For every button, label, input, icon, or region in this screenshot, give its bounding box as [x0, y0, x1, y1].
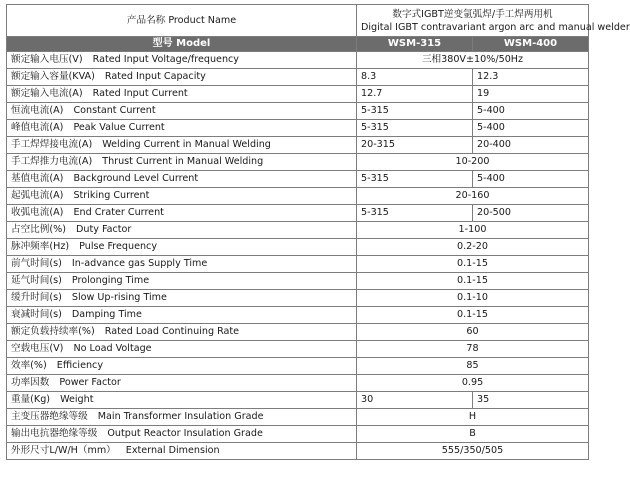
spec-value-model-b: 5-400	[473, 120, 589, 137]
spec-row	[7, 409, 589, 426]
spec-row	[7, 290, 589, 307]
spec-label-en: Duty Factor	[75, 224, 132, 235]
spec-value: 0.95	[357, 375, 589, 392]
spec-label-zh: 衰减时间(s)	[11, 309, 62, 320]
spec-row	[7, 103, 589, 120]
spec-label-en: Efficiency	[56, 360, 104, 371]
spec-value-model-a: 5-315	[357, 205, 473, 222]
spec-label-en: Prolonging Time	[71, 275, 150, 286]
spec-label	[7, 137, 357, 154]
spec-row	[7, 324, 589, 341]
spec-value-model-b: 20-500	[473, 205, 589, 222]
model-a: WSM-315	[357, 37, 473, 52]
spec-label-zh: 重量(Kg)	[11, 394, 51, 405]
spec-row	[7, 154, 589, 171]
spec-label	[7, 103, 357, 120]
model-row	[7, 37, 589, 52]
spec-label	[7, 375, 357, 392]
spec-row	[7, 86, 589, 103]
spec-label-en: Thrust Current in Manual Welding	[102, 156, 264, 167]
spec-label-zh: 额定输入电压(V)	[11, 54, 83, 65]
model-label: 型号 Model	[7, 37, 357, 52]
spec-label-en: Rated Input Current	[92, 88, 188, 99]
spec-label-en: In-advance gas Supply Time	[71, 258, 208, 269]
spec-label-en: Damping Time	[71, 309, 142, 320]
spec-label-en: Peak Value Current	[73, 122, 165, 133]
spec-value-model-a: 30	[357, 392, 473, 409]
spec-row	[7, 69, 589, 86]
spec-row	[7, 239, 589, 256]
spec-label-zh: 额定输入容量(KVA)	[11, 71, 95, 82]
spec-label-en: Weight	[60, 394, 94, 405]
product-name-value	[357, 5, 630, 37]
spec-label-en: End Crater Current	[73, 207, 164, 218]
spec-label-en: Slow Up-rising Time	[71, 292, 167, 303]
spec-row	[7, 188, 589, 205]
spec-value-model-a: 5-315	[357, 171, 473, 188]
spec-value: 20-160	[357, 188, 589, 205]
spec-label-zh: 基值电流(A)	[11, 173, 64, 184]
product-name-en: Digital IGBT contravariant argon arc and manual welder	[361, 21, 630, 33]
spec-label-zh: 额定输入电流(A)	[11, 88, 83, 99]
spec-value: 555/350/505	[357, 443, 589, 460]
spec-row	[7, 392, 589, 409]
spec-value-model-a: 20-315	[357, 137, 473, 154]
spec-label-zh: 收弧电流(A)	[11, 207, 64, 218]
spec-value-model-b: 5-400	[473, 103, 589, 120]
spec-row	[7, 52, 589, 69]
spec-value: 10-200	[357, 154, 589, 171]
spec-label	[7, 154, 357, 171]
spec-label-en: Power Factor	[59, 377, 121, 388]
specification-table	[6, 4, 630, 460]
spec-value: 三相380V±10%/50Hz	[357, 52, 589, 69]
spec-value-model-b: 20-400	[473, 137, 589, 154]
spec-label	[7, 290, 357, 307]
spec-label-zh: 主变压器绝缘等级	[11, 411, 88, 422]
spec-label-en: Background Level Current	[73, 173, 199, 184]
spec-sheet	[6, 4, 630, 490]
spec-row	[7, 273, 589, 290]
spec-label-zh: 前气时间(s)	[11, 258, 62, 269]
spec-label	[7, 171, 357, 188]
spec-label	[7, 443, 357, 460]
spec-label	[7, 205, 357, 222]
spec-row	[7, 426, 589, 443]
spec-label-en: Constant Current	[73, 105, 156, 116]
spec-value-model-a: 5-315	[357, 120, 473, 137]
spec-value-model-b: 5-400	[473, 171, 589, 188]
spec-row	[7, 171, 589, 188]
spec-row	[7, 341, 589, 358]
spec-label-zh: 峰值电流(A)	[11, 122, 64, 133]
spec-label-zh: 空载电压(V)	[11, 343, 64, 354]
spec-label-zh: 手工焊推力电流(A)	[11, 156, 93, 167]
model-b: WSM-400	[473, 37, 589, 52]
spec-value-model-b: 12.3	[473, 69, 589, 86]
spec-value: 0.1-15	[357, 307, 589, 324]
spec-label-zh: 恒流电流(A)	[11, 105, 64, 116]
spec-value: 0.1-15	[357, 256, 589, 273]
spec-value: 78	[357, 341, 589, 358]
spec-label-en: Rated Input Capacity	[104, 71, 206, 82]
spec-label	[7, 341, 357, 358]
spec-value-model-a: 5-315	[357, 103, 473, 120]
spec-label-en: Pulse Frequency	[79, 241, 157, 252]
spec-value-model-b: 35	[473, 392, 589, 409]
product-name-zh: 数字式IGBT逆变氩弧焊/手工焊两用机	[392, 8, 553, 20]
spec-value: 0.2-20	[357, 239, 589, 256]
spec-value-model-a: 8.3	[357, 69, 473, 86]
product-name-label: 产品名称 Product Name	[7, 5, 357, 37]
spec-label	[7, 426, 357, 443]
spec-value-model-a: 12.7	[357, 86, 473, 103]
spec-label	[7, 52, 357, 69]
spec-label-zh: 延气时间(s)	[11, 275, 62, 286]
spec-label	[7, 69, 357, 86]
spec-row	[7, 358, 589, 375]
spec-row	[7, 256, 589, 273]
spec-label-zh: 输出电抗器绝缘等级	[11, 428, 98, 439]
spec-label-zh: 效率(%)	[11, 360, 47, 371]
spec-label-en: Main Transformer Insulation Grade	[97, 411, 264, 422]
spec-label-en: Rated Load Continuing Rate	[104, 326, 240, 337]
spec-value: 0.1-15	[357, 273, 589, 290]
spec-label-en: Striking Current	[73, 190, 150, 201]
spec-row	[7, 137, 589, 154]
spec-label-en: No Load Voltage	[73, 343, 152, 354]
spec-row	[7, 205, 589, 222]
spec-label-zh: 外形尺寸L/W/H（mm）	[11, 445, 116, 456]
spec-row	[7, 222, 589, 239]
spec-label	[7, 86, 357, 103]
spec-label	[7, 409, 357, 426]
spec-value-model-b: 19	[473, 86, 589, 103]
spec-label	[7, 307, 357, 324]
spec-label	[7, 188, 357, 205]
product-name-row	[7, 5, 589, 37]
spec-label	[7, 239, 357, 256]
spec-label-zh: 缓升时间(s)	[11, 292, 62, 303]
spec-label-zh: 功率因数	[11, 377, 50, 388]
spec-label	[7, 392, 357, 409]
spec-row	[7, 375, 589, 392]
spec-label	[7, 120, 357, 137]
spec-row	[7, 307, 589, 324]
spec-value: 1-100	[357, 222, 589, 239]
spec-label-zh: 额定负载持续率(%)	[11, 326, 95, 337]
spec-value: B	[357, 426, 589, 443]
spec-row	[7, 443, 589, 460]
spec-value: 85	[357, 358, 589, 375]
spec-label-en: Welding Current in Manual Welding	[102, 139, 271, 150]
spec-label-zh: 起弧电流(A)	[11, 190, 64, 201]
spec-label-en: Output Reactor Insulation Grade	[107, 428, 263, 439]
spec-label-zh: 占空比例(%)	[11, 224, 66, 235]
spec-label-en: External Dimension	[125, 445, 220, 456]
spec-row	[7, 120, 589, 137]
spec-label-zh: 手工焊焊接电流(A)	[11, 139, 93, 150]
spec-label	[7, 256, 357, 273]
spec-value: 0.1-10	[357, 290, 589, 307]
spec-value: H	[357, 409, 589, 426]
spec-label-en: Rated Input Voltage/frequency	[92, 54, 239, 65]
spec-label	[7, 222, 357, 239]
spec-label	[7, 324, 357, 341]
spec-value: 60	[357, 324, 589, 341]
spec-label-zh: 脉冲频率(Hz)	[11, 241, 70, 252]
spec-label	[7, 358, 357, 375]
spec-label	[7, 273, 357, 290]
